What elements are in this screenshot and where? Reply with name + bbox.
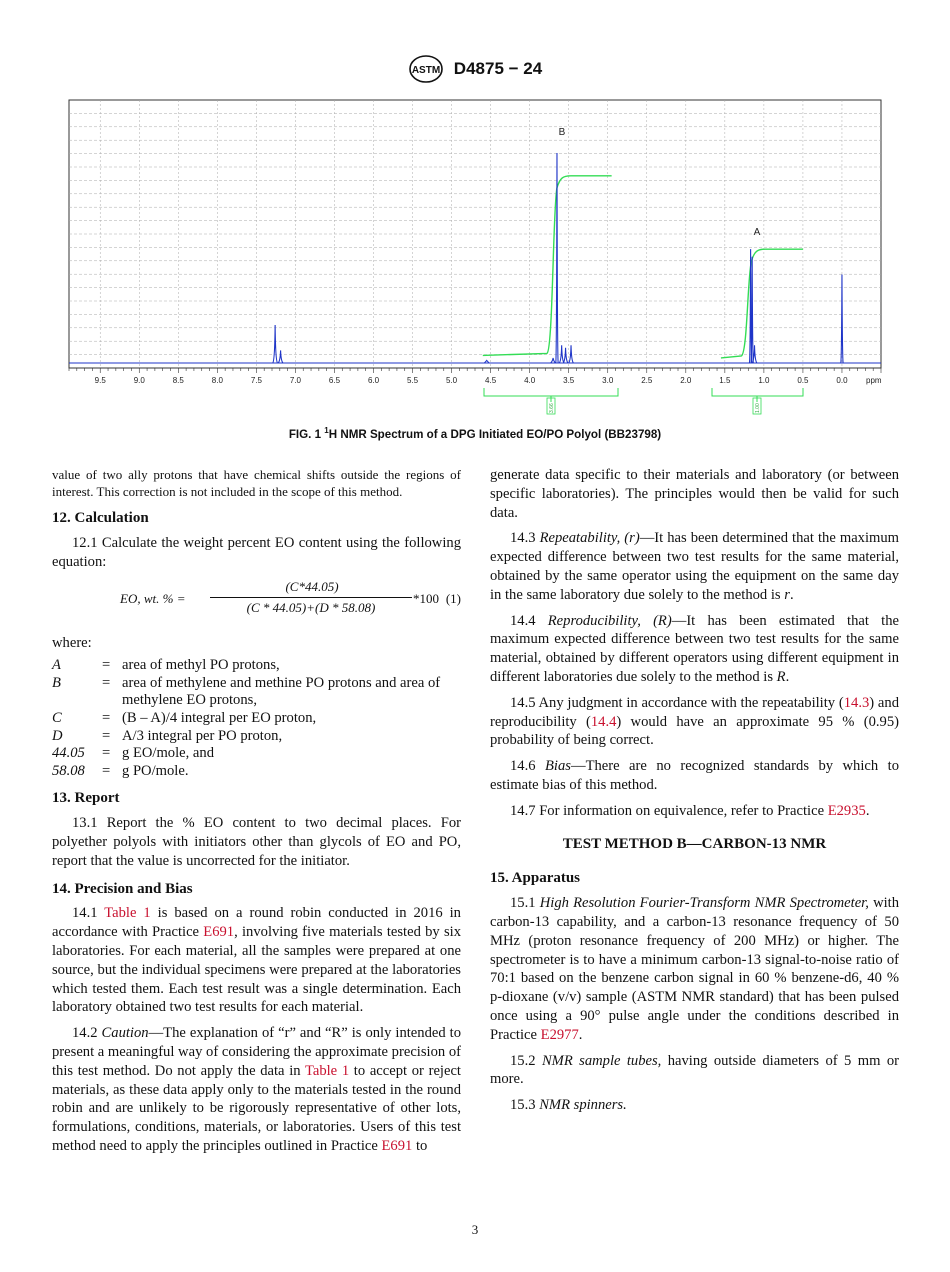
tick-label: 2.0	[680, 376, 692, 385]
tick-label: 3.5	[563, 376, 575, 385]
equation-1	[52, 578, 461, 622]
e2935-link[interactable]: E2935	[827, 802, 866, 819]
para-14-6: 14.6 Bias—There are no recognized standards by which to estimate bias of this method.	[490, 758, 900, 793]
para-14-3: 14.3 Repeatability, (r)—It has been determined that the maximum expected difference between two test results for the same material, obtained by the same operator using the equipment on the same day in the same laboratory due solely to the method is r.	[490, 530, 900, 603]
integral-bracket-b	[484, 388, 618, 402]
where-eq: =	[102, 657, 111, 674]
where-def: g PO/mole.	[122, 762, 189, 779]
where-row	[52, 710, 461, 728]
integral-bracket-a	[712, 388, 803, 402]
section-14-3-link[interactable]: 14.3	[843, 694, 870, 711]
tick-label: 1.5	[719, 376, 731, 385]
where-eq: =	[102, 709, 111, 726]
tick-label: 3.0	[602, 376, 614, 385]
figure-caption-sup: 1	[324, 426, 329, 435]
where-def: A/3 integral per PO proton,	[122, 727, 283, 744]
where-table	[52, 657, 461, 780]
tick-label: 9.0	[133, 376, 145, 385]
x-axis-ticks	[69, 368, 881, 385]
para-13-1: 13.1 Report the % EO content to two decimal places. For polyether polyols with initiators other than glycols of EO and PO, report that the value is uncorrected for the initiator.	[52, 815, 461, 869]
continued-paragraph: value of two ally protons that have chemical shifts outside the regions of interest. This correction is not included in the scope of this method.	[52, 467, 461, 499]
figure-caption-text: H NMR Spectrum of a DPG Initiated EO/PO Polyol (BB23798)	[328, 427, 662, 441]
para-14-5: 14.5 Any judgment in accordance with the repeatability (14.3) and reproducibility (14.4) would have an approximate 95 % (0.95) probability of being correct.	[490, 694, 899, 749]
where-row	[52, 675, 461, 710]
para-14-2: 14.2 Caution—The explanation of “r” and “R” is only intended to present a meaningful way of considering the approximate precision of this test method. Do not apply the data in Table 1 to accept or reject materials, as these data apply only to the materials tested in the round robin and are unlikely to be rigorously representative of other lots, formulations, conditions, materials, or laboratories. Users of this test method need to apply the principles outlined in Practice E691 to	[52, 1025, 461, 1154]
x-axis-unit: ppm	[866, 376, 882, 385]
where-row	[52, 728, 461, 746]
para-15-2: 15.2 NMR sample tubes, having outside diameters of 5 mm or more.	[490, 1052, 899, 1088]
page-number: 3	[471, 1222, 479, 1237]
equation-fraction-bar	[210, 597, 412, 598]
table-1-link[interactable]: Table 1	[104, 905, 151, 922]
right-column	[490, 466, 899, 1122]
tick-label: 0.0	[836, 376, 848, 385]
where-label: where:	[52, 635, 92, 652]
tick-label: 0.5	[797, 376, 809, 385]
figure-caption-prefix: FIG. 1	[288, 427, 322, 441]
para-12-1: 12.1 Calculate the weight percent EO content using the following equation:	[52, 534, 461, 570]
where-sym: A	[52, 657, 61, 674]
where-def: (B – A)/4 integral per EO proton,	[122, 709, 317, 726]
where-sym: 44.05	[52, 745, 85, 762]
equation-lhs: EO, wt. % =	[120, 591, 186, 607]
peak-label-a: A	[753, 227, 761, 238]
figure-caption	[0, 426, 950, 441]
tick-label: 6.0	[367, 376, 380, 385]
equation-multiplier: *100	[413, 591, 439, 607]
equation-denominator: (C * 44.05)+(D * 58.08)	[246, 600, 376, 616]
tick-label: 2.5	[641, 376, 653, 385]
where-sym: C	[52, 709, 62, 726]
tick-label: 4.5	[485, 376, 497, 385]
para-15-1: 15.1 High Resolution Fourier-Transform NMR Spectrometer, with carbon-13 capability, and a carbon-13 resonance frequency of 50 MHz (proton resonance frequency of 200 MHz) or higher. The spectrometer is to have a minimum carbon-13 signal-to-noise ratio of 70:1 based on the benzene carbon signal in 60 % benzene-d6, 40 % p-dioxane (v/v) sample (ASTM NMR standard) that has been pulsed once using a 90° pulse angle under the conditions described in Practice E2977.	[490, 895, 900, 1043]
e691-link[interactable]: E691	[381, 1137, 413, 1154]
tick-label: 9.5	[94, 376, 106, 385]
section-13-title: 13. Report	[52, 790, 120, 807]
left-column	[52, 466, 461, 1163]
where-sym: D	[52, 727, 63, 744]
tick-label: 5.0	[446, 376, 458, 385]
where-eq: =	[102, 674, 111, 691]
where-row	[52, 745, 461, 763]
para-14-1: 14.1 Table 1 is based on a round robin conducted in 2016 in accordance with Practice E691, involving five materials tested by six laboratories. For each material, all the samples were prepared at one source, but the individual specimens were prepared at the laboratories which tested them. Each test result was a single determination. Each laboratory obtained two test results for each material.	[52, 905, 461, 1016]
where-def: area of methylene and methine PO protons and area of methylene EO protons,	[122, 674, 441, 709]
tick-label: 4.0	[524, 376, 536, 385]
section-15-title: 15. Apparatus	[490, 870, 581, 887]
e691-link[interactable]: E691	[203, 924, 235, 941]
section-14-4-link[interactable]: 14.4	[590, 713, 617, 730]
where-sym: B	[52, 674, 61, 691]
method-b-title: TEST METHOD B—CARBON-13 NMR	[562, 835, 827, 852]
where-def: g EO/mole, and	[122, 745, 215, 762]
equation-numerator: (C*44.05)	[285, 579, 339, 595]
tick-label: 6.5	[328, 376, 341, 385]
table-1-link[interactable]: Table 1	[304, 1062, 350, 1079]
para-15-3: 15.3 NMR spinners.	[510, 1097, 627, 1114]
tick-label: 8.5	[172, 376, 184, 385]
where-row	[52, 657, 461, 675]
para-14-7: 14.7 For information on equivalence, refer to Practice E2935.	[510, 802, 870, 819]
where-eq: =	[102, 762, 111, 779]
where-eq: =	[102, 745, 111, 762]
equation-number: (1)	[445, 591, 461, 607]
section-14-title: 14. Precision and Bias	[52, 880, 193, 897]
section-12-title: 12. Calculation	[52, 510, 149, 526]
tick-label: 7.5	[250, 376, 262, 385]
where-eq: =	[102, 727, 111, 744]
para-14-4: 14.4 Reproducibility, (R)—It has been estimated that the maximum expected difference between two test results for the same material, obtained by different operators using different equipment in different laboratories due solely to the method is R.	[490, 612, 899, 685]
where-row	[52, 763, 461, 781]
tick-label: 5.5	[406, 376, 419, 385]
logo-text: ASTM	[411, 65, 440, 76]
integral-value-a: 1.00	[755, 403, 761, 413]
continued-paragraph-right: generate data specific to their materials and laboratory (or between specific laboratories). The principles would then be valid for such data.	[490, 467, 899, 521]
where-def: area of methyl PO protons,	[122, 657, 280, 674]
peak-label-b: B	[558, 127, 566, 138]
tick-label: 8.0	[211, 376, 223, 385]
where-sym: 58.08	[52, 762, 85, 779]
integral-value-b: 3.66	[549, 403, 555, 413]
nmr-spectrum-chart	[0, 0, 950, 420]
tick-label: 1.0	[758, 376, 770, 385]
tick-label: 7.0	[289, 376, 301, 385]
e2977-link[interactable]: E2977	[540, 1026, 579, 1043]
document-designation: D4875 − 24	[453, 59, 543, 78]
